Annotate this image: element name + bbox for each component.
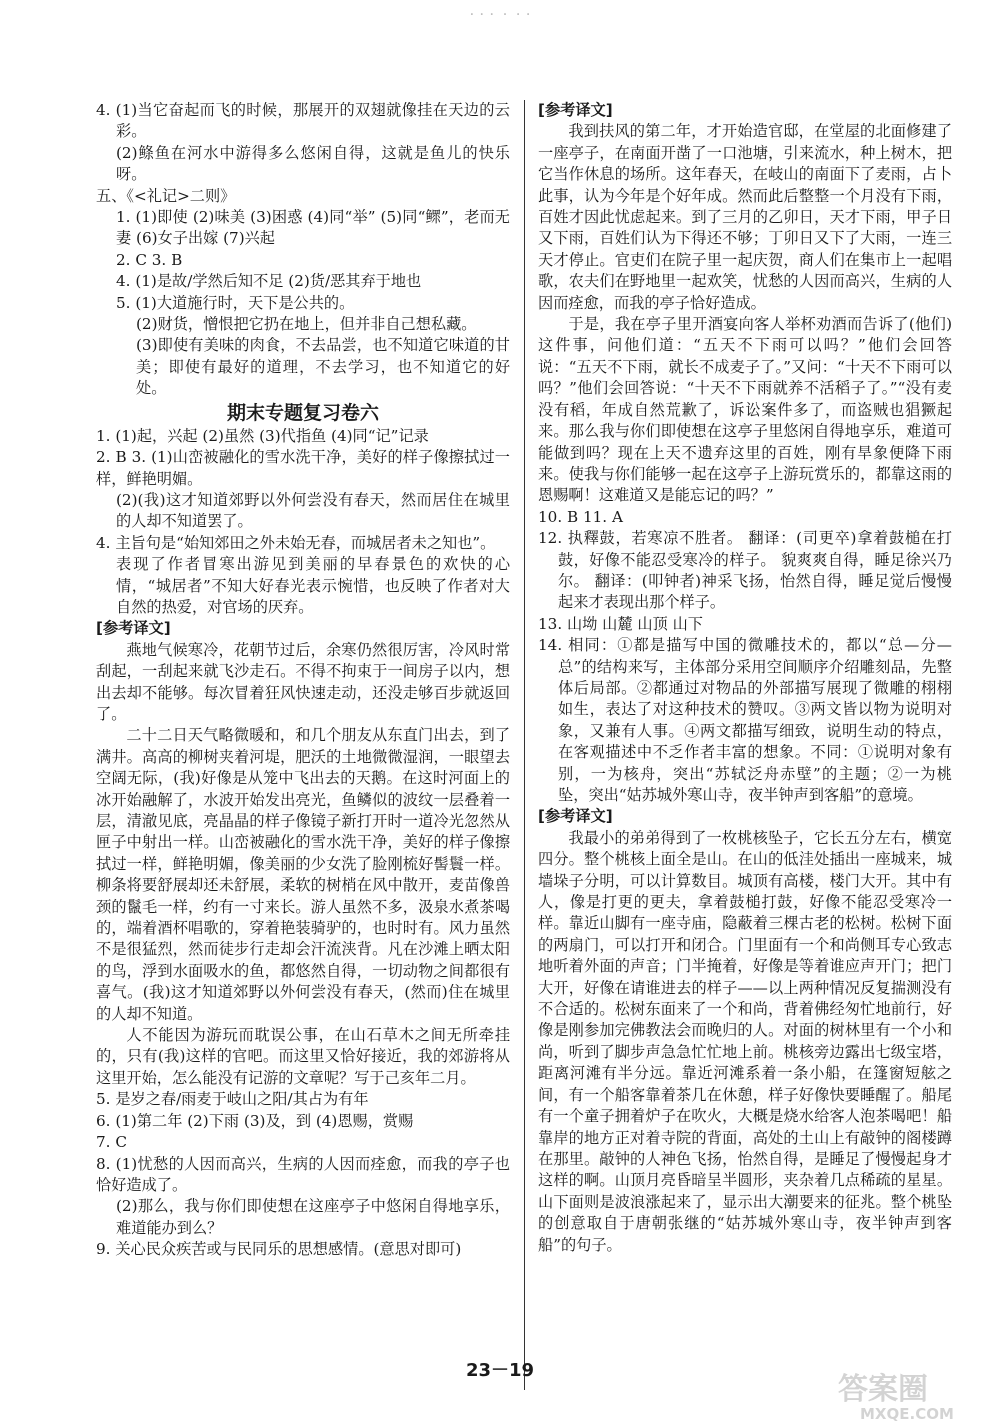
- watermark-url-text: MXQE.COM: [860, 1405, 954, 1423]
- left-paragraph: 4. (1)当它奋起而飞的时候，那展开的双翅就像挂在天边的云彩。: [96, 101, 510, 141]
- reference-translation-label: [参考译文]: [538, 807, 613, 826]
- left-paragraph: 二十二日天气略微暖和，和几个朋友从东直门出去，到了满井。高高的柳树夹着河堤，肥沃的土地微微湿润，一眼望去空阔无际，(我)好像是从笼中飞出去的天鹅。在这时河面上的冰开始融解了，水波开始发出亮光，鱼鳞似的波纹一层叠着一层，清澈见底，亮晶晶的样子像镜子新打开时一道冷光忽然从匣子中射出一样。山峦被融化的雪水洗干净，美好的样子像擦拭过一样，鲜艳明媚，像美丽的少女洗了脸刚梳好髻鬟一样。柳条将要舒展却还未舒展，柔软的树梢在风中散开，麦苗像兽颈的鬣毛一样，约有一寸来长。游人虽然不多，汲泉水煮茶喝的，端着酒杯唱歌的，穿着艳装骑驴的，也时时有。风力虽然不是很猛烈，然而徒步行走却会汗流浃背。凡在沙滩上晒太阳的鸟，浮到水面吸水的鱼，都悠然自得，一切动物之间都很有喜气。(我)这才知道郊野以外何尝没有春天，(然而)住在城里的人却不知道。: [96, 726, 510, 1023]
- right-paragraph: 我到扶风的第二年，才开始造官邸，在堂屋的北面修建了一座亭子，在南面开凿了一口池塘，引来流水，种上树木，把它当作休息的场所。这年春天，在岐山的南面下了麦雨，占卜此事，认为今年是个好年成。然而此后整整一个月没有下雨，百姓才因此忧虑起来。到了三月的乙卯日，天才下雨，甲子日又下雨，百姓们认为下得还不够；丁卯日又下了大雨，一连三天才停止。官吏们在院子里一起庆贺，商人们在集市上一起唱歌，农夫们在野地里一起欢笑，忧愁的人因而高兴，生病的人因而痊愈，而我的亭子恰好造成。: [538, 122, 952, 312]
- left-paragraph: 2. B 3. (1)山峦被融化的雪水洗干净，美好的样子像擦拭过一样，鲜艳明媚。: [96, 448, 510, 488]
- left-paragraph: 人不能因为游玩而耽误公事，在山石草木之间无所牵挂的，只有(我)这样的官吧。而这里又恰好接近，我的郊游将从这里开始，怎么能没有记游的文章呢？写于己亥年二月。: [96, 1026, 510, 1087]
- watermark-main-text: 答案圈: [838, 1372, 928, 1407]
- left-paragraph: 2. C 3. B: [116, 250, 183, 269]
- watermark-logo: [830, 1365, 980, 1423]
- right-paragraph: 14. 相同：①都是描写中国的微雕技术的，都以“总—分—总”的结构来写，主体部分采用空间顺序介绍雕刻品，先整体后局部。②都通过对物品的外部描写展现了微雕的栩栩如生，表达了对这种技术的赞叹。③两文皆以物为说明对象，又兼有人事。④两文都描写细致，说明生动的特点，在客观描述中不乏作者丰富的想象。不同：①说明对象有别，一为核舟，突出“苏轼泛舟赤壁”的主题；②一为桃坠，突出“姑苏城外寒山寺，夜半钟声到客船”的意境。: [538, 636, 952, 804]
- left-paragraph: 5. (1)大道施行时，天下是公共的。: [116, 293, 355, 312]
- left-paragraph: 4. 主旨句是“始知郊田之外未始无春，而城居者未之知也”。: [96, 533, 496, 552]
- right-paragraph: 13. 山坳 山麓 山顶 山下: [538, 614, 703, 633]
- left-paragraph: 6. (1)第二年 (2)下雨 (3)及，到 (4)恩赐，赏赐: [96, 1111, 414, 1130]
- left-paragraph: (2)鲦鱼在河水中游得多么悠闲自得，这就是鱼儿的快乐呀。: [116, 143, 510, 184]
- left-paragraph: (2)(我)这才知道郊野以外何尝没有春天，然而居住在城里的人却不知道罢了。: [116, 490, 510, 531]
- left-paragraph: 燕地气候寒冷，花朝节过后，余寒仍然很厉害，冷风时常刮起，一刮起来就飞沙走石。不得不拘束于一间房子以内，想出去却不能够。每次冒着狂风快速走动，还没走够百步就返回了。: [96, 640, 510, 723]
- left-paragraph: 5. 是岁之春/雨麦于岐山之阳/其占为有年: [96, 1090, 369, 1109]
- faint-header: ・・・ ・ ・・: [466, 10, 534, 21]
- left-paragraph: (3)即使有美味的肉食，不去品尝，也不知道它味道的甘美；即使有最好的道理，不去学习，也不知道它的好处。: [136, 336, 510, 398]
- right-paragraph: 我最小的弟弟得到了一枚桃核坠子，它长五分左右，横宽四分。整个桃核上面全是山。在山的低洼处插出一座城来，城墙垛子分明，可以计算数目。城顶有高楼，楼门大开。其中有人，像是打更的更夫，拿着鼓槌打鼓，好像不能忍受寒冷一样。靠近山脚有一座寺庙，隐蔽着三棵古老的松树。松树下面的两扇门，可以打开和闭合。门里面有一个和尚侧耳专心致志地听着外面的声音；门半掩着，好像是等着谁应声开门；把门大开，好像在请谁进去的样子——以上两种情况反复揣测没有不合适的。松树东面来了一个和尚，背着佛经匆忙地前行，好像是刚参加完佛教法会而晚归的人。对面的树林里有一个小和尚，听到了脚步声急急忙忙地上前。桃核旁边露出七级宝塔，距离河滩有半分远。靠近河滩系着一条小船，在篷窗短舷之间，有一个船客靠着茶几在休憩，样子好像快要睡醒了。船尾有一个童子拥着炉子在吹火，大概是烧水给客人泡茶喝吧！船靠岸的地方正对着寺院的背面，高处的土山上有敲钟的阁楼蹲在那里。敲钟的人神色飞扬，怡然自得，是睡足了慢慢起身才这样的啊。山顶月亮昏暗呈半圆形，夹杂着几点稀疏的星星。山下面则是波浪涨起来了，显示出大潮要来的征兆。整个桃坠的创意取自于唐朝张继的“姑苏城外寒山寺，夜半钟声到客船”的句子。: [538, 828, 952, 1254]
- right-paragraph: 10. B 11. A: [538, 507, 623, 526]
- section-heading: 期末专题复习卷六: [226, 401, 379, 424]
- page-number: 23－19: [465, 1360, 535, 1381]
- left-paragraph: 4. (1)是故/学然后知不足 (2)货/恶其弃于地也: [116, 272, 422, 291]
- left-paragraph: 7. C: [96, 1133, 127, 1152]
- left-paragraph: (2)那么，我与你们即使想在这座亭子中悠闲自得地享乐，难道能办到么？: [116, 1197, 510, 1237]
- left-paragraph: 1. (1)即使 (2)味美 (3)困惑 (4)同“举” (5)同“鳏”，老而无妻 (6)女子出嫁 (7)兴起: [116, 208, 510, 248]
- reference-translation-label: [参考译文]: [538, 101, 613, 119]
- reference-translation-label: [参考译文]: [96, 619, 171, 638]
- column-divider: [524, 100, 525, 1390]
- left-paragraph: (2)财货，憎恨把它扔在地上，但并非自己想私藏。: [136, 315, 477, 334]
- left-paragraph: 1. (1)起，兴起 (2)虽然 (3)代指鱼 (4)同“记”记录: [96, 426, 429, 445]
- right-column: [538, 100, 952, 1256]
- left-paragraph: 五、《<礼记>二则》: [96, 186, 236, 205]
- right-paragraph: 于是，我在亭子里开酒宴向客人举杯劝酒而告诉了(他们)这件事，问他们道：“五天不下雨可以吗？”他们会回答说：“五天不下雨，就长不成麦子了。”又问：“十天不下雨可以吗？”他们会回答说：“十天不下雨就养不活稻子了。”“没有麦没有稻，年成自然荒歉了，诉讼案件多了，而盗贼也猖獗起来。那么我与你们即使想在这亭子里悠闲自得地享乐，难道可能做到吗？现在上天不遗弃这里的百姓，刚有旱象便降下雨来。使我与你们能够一起在这亭子上游玩赏乐的，都靠这雨的恩赐啊！这难道又是能忘记的吗？”: [538, 315, 952, 505]
- left-paragraph: 9. 关心民众疾苦或与民同乐的思想感情。(意思对即可): [96, 1240, 462, 1259]
- left-paragraph: 表现了作者冒寒出游见到美丽的早春景色的欢快的心情，“城居者”不知大好春光表示惋惜，也反映了作者对大自然的热爱，对官场的厌弃。: [116, 555, 510, 616]
- left-column: [96, 100, 510, 1261]
- left-paragraph: 8. (1)忧愁的人因而高兴，生病的人因而痊愈，而我的亭子也恰好造成了。: [96, 1154, 510, 1194]
- right-paragraph: 12. 执釋鼓，若寒凉不胜者。 翻译：(司更卒)拿着鼓槌在打鼓，好像不能忍受寒冷的样子。 貌爽爽自得，睡足徐兴乃尔。 翻译：(叩钟者)神采飞扬，怡然自得，睡足觉后慢慢起来才表现出那个样子。: [538, 529, 952, 612]
